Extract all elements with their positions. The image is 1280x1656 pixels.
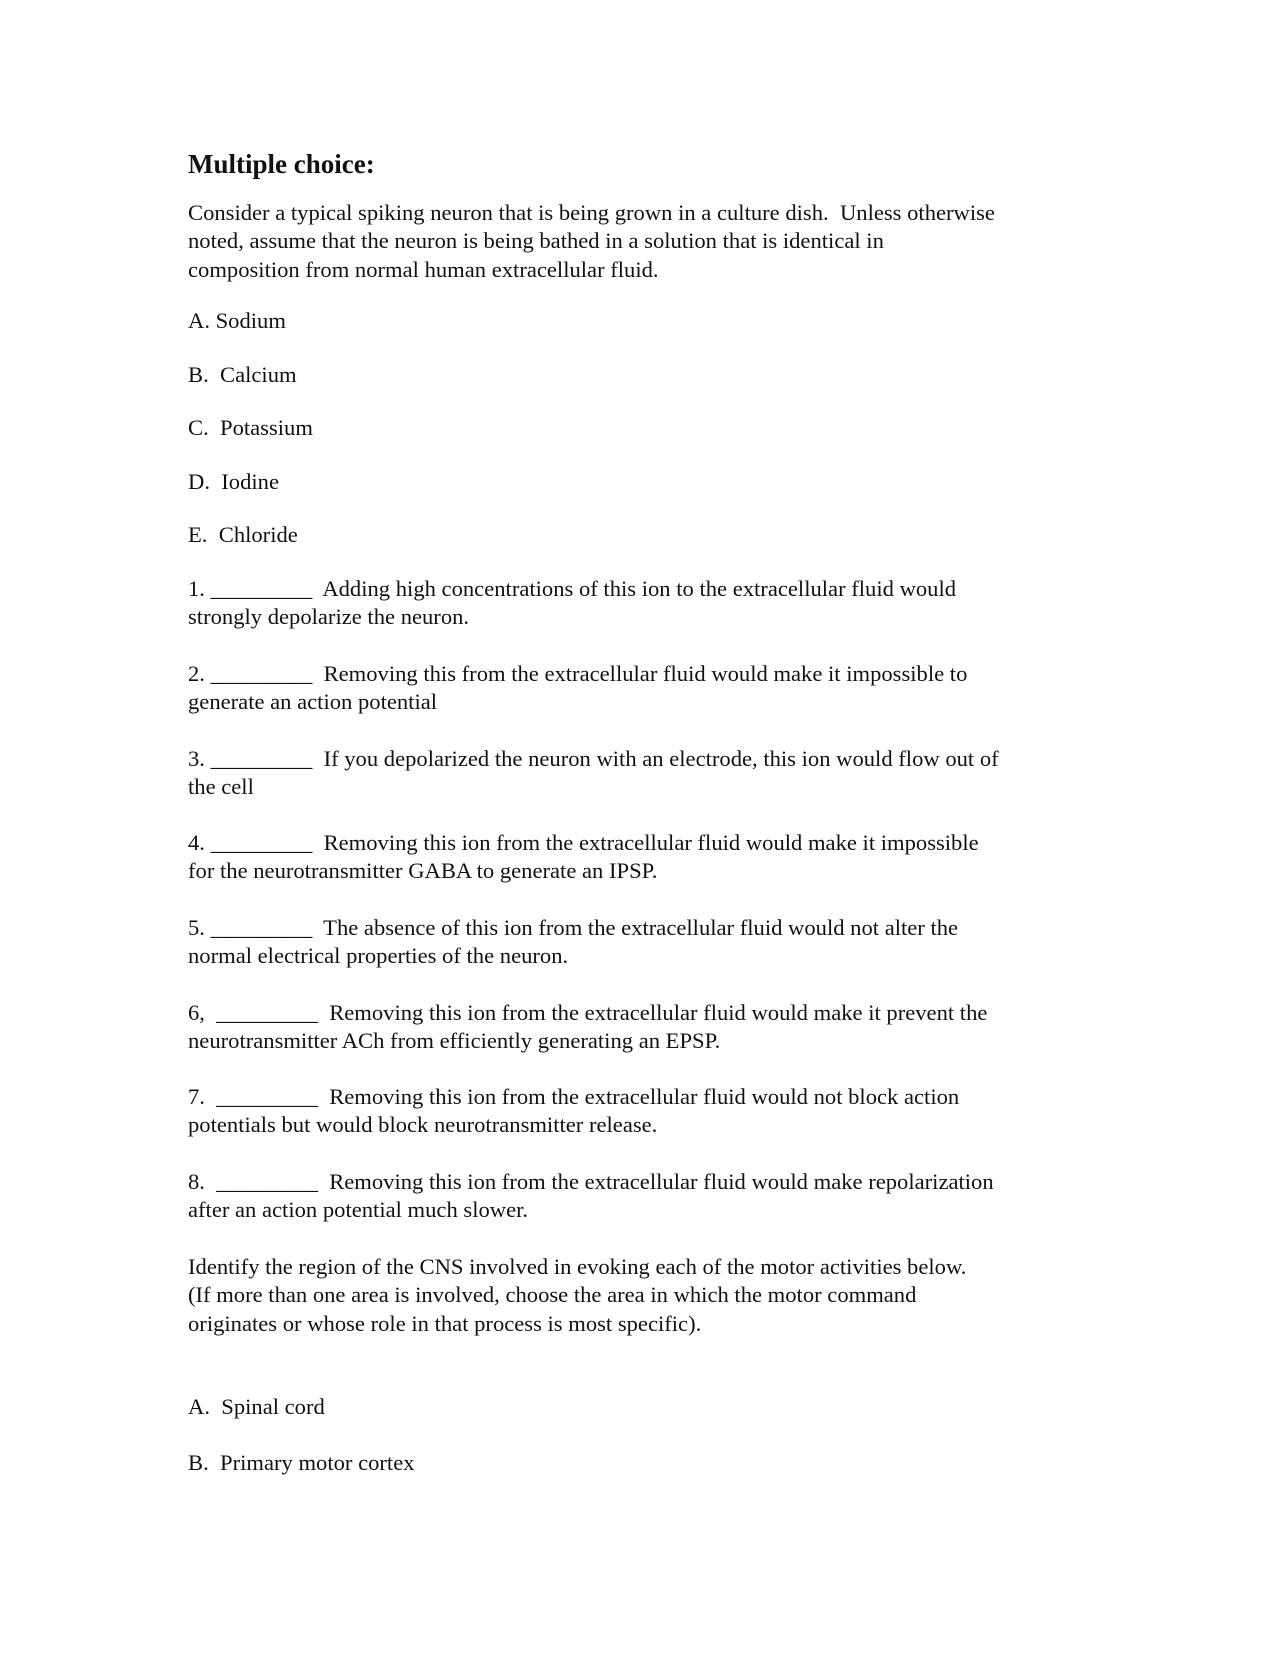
cns-intro-line: originates or whose role in that process is most specific). [188,1310,702,1336]
question-line: for the neurotransmitter GABA to generate an IPSP. [188,858,658,884]
intro-line: Consider a typical spiking neuron that is being grown in a culture dish. Unless otherwise [188,200,995,225]
question-2 [188,660,1108,717]
question-line: strongly depolarize the neuron. [188,604,470,630]
question-line: 3. _________ If you depolarized the neuron with an electrode, this ion would flow out of [188,746,999,771]
question-line: potentials but would block neurotransmitter release. [188,1112,658,1138]
question-1 [188,575,1108,632]
ion-option-b: B. Calcium [188,362,297,387]
intro-paragraph [188,199,1108,284]
question-line: 5. _________ The absence of this ion from the extracellular fluid would not alter the [188,915,959,940]
question-line: 7. _________ Removing this ion from the extracellular fluid would not block action [188,1084,960,1109]
question-line: 6, _________ Removing this ion from the extracellular fluid would make it prevent the [188,1000,988,1025]
question-4 [188,829,1108,886]
page-title: Multiple choice: [188,149,375,179]
ion-option-d: D. Iodine [188,469,279,494]
question-5 [188,914,1108,971]
cns-intro-line: (If more than one area is involved, choose the area in which the motor command [188,1282,917,1308]
question-line: 8. _________ Removing this ion from the extracellular fluid would make repolarization [188,1169,994,1194]
ion-option-a: A. Sodium [188,308,286,333]
ion-option-e: E. Chloride [188,522,298,547]
question-line: generate an action potential [188,689,438,715]
question-line: 1. _________ Adding high concentrations of this ion to the extracellular fluid would [188,576,957,601]
cns-option-b: B. Primary motor cortex [188,1450,415,1475]
question-line: after an action potential much slower. [188,1197,529,1223]
question-6 [188,999,1108,1056]
cns-option-a: A. Spinal cord [188,1394,325,1419]
question-7 [188,1083,1108,1140]
question-line: normal electrical properties of the neuron. [188,943,569,969]
question-3 [188,745,1108,802]
question-line: the cell [188,774,254,800]
question-8 [188,1168,1108,1225]
intro-line: composition from normal human extracellular fluid. [188,256,659,282]
cns-intro-line: Identify the region of the CNS involved in evoking each of the motor activities below. [188,1254,967,1279]
ion-option-c: C. Potassium [188,415,313,440]
cns-intro-paragraph [188,1253,1108,1338]
intro-line: noted, assume that the neuron is being bathed in a solution that is identical in [188,228,884,254]
question-line: neurotransmitter ACh from efficiently generating an EPSP. [188,1028,721,1054]
question-line: 4. _________ Removing this ion from the extracellular fluid would make it impossible [188,830,979,855]
question-line: 2. _________ Removing this from the extracellular fluid would make it impossible to [188,661,968,686]
